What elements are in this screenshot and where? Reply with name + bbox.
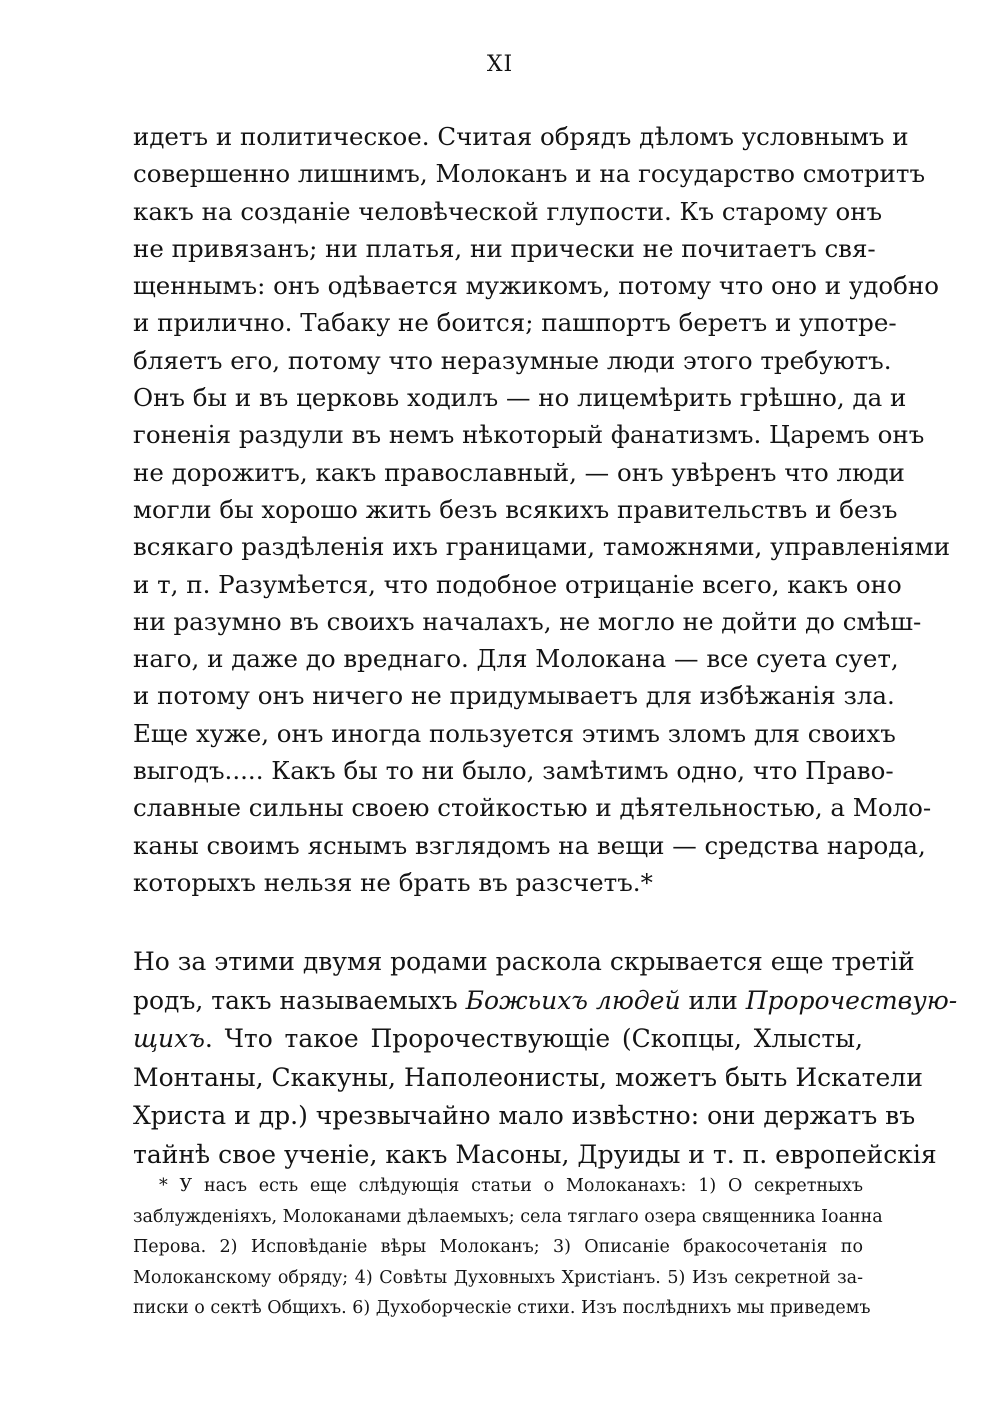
footnote-line: Перова. 2) Исповѣданіе вѣры Молоканъ; 3) Описаніе бракосочетанія по bbox=[133, 1237, 863, 1258]
text-line: Но за этими двумя родами раскола скрывается еще третій bbox=[133, 947, 915, 976]
text-line: и прилично. Табаку не боится; пашпортъ беретъ и употре- bbox=[133, 308, 897, 338]
text-line: гоненія раздули въ немъ нѣкоторый фанатизмъ. Царемъ онъ bbox=[133, 420, 925, 450]
italic-term: Божьихъ людей bbox=[465, 985, 681, 1015]
footnote-line: заблужденіяхъ, Молоканами дѣлаемыхъ; села тяглаго озера священника Іоанна bbox=[133, 1206, 883, 1227]
text-line: не дорожитъ, какъ православный, — онъ увѣренъ что люди bbox=[133, 457, 905, 487]
text-line: и потому онъ ничего не придумываетъ для избѣжанія зла. bbox=[133, 681, 895, 711]
text-run: или bbox=[680, 985, 746, 1015]
text-line: Монтаны, Скакуны, Наполеонисты, можетъ быть Искатели bbox=[133, 1062, 923, 1092]
text-line: и т, п. Разумѣется, что подобное отрицаніе всего, какъ оно bbox=[133, 569, 902, 599]
text-line: которыхъ нельзя не брать въ разсчетъ.* bbox=[133, 867, 653, 897]
paragraph-prophesiers bbox=[133, 943, 958, 1175]
text-line: славные сильны своею стойкостью и дѣятельностью, а Моло- bbox=[133, 793, 932, 823]
footnote-line: писки о сектѣ Общихъ. 6) Духоборческіе стихи. Изъ послѣднихъ мы приведемъ bbox=[133, 1298, 871, 1319]
footnote-line: Молоканскому обряду; 4) Совѣты Духовныхъ Христіанъ. 5) Изъ секретной за- bbox=[133, 1267, 863, 1288]
text-line: тайнѣ свое ученіе, какъ Масоны, Друиды и т. п. европейскія bbox=[133, 1139, 937, 1169]
text-line: ни разумно въ своихъ началахъ, не могло не дойти до смѣш- bbox=[133, 606, 922, 636]
text-line: щеннымъ: онъ одѣвается мужикомъ, потому что оно и удобно bbox=[133, 271, 939, 301]
text-run: . Что такое Пророчествующіе (Скопцы, Хлысты, bbox=[204, 1024, 863, 1054]
text-line bbox=[133, 1020, 863, 1059]
page-number: XI bbox=[486, 52, 514, 77]
text-line: выгодъ..... Какъ бы то ни было, замѣтимъ одно, что Право- bbox=[133, 756, 894, 786]
text-line: Еще хуже, онъ иногда пользуется этимъ зломъ для своихъ bbox=[133, 718, 896, 748]
text-line: могли бы хорошо жить безъ всякихъ правительствъ и безъ bbox=[133, 494, 898, 524]
text-run: родъ, такъ называемыхъ bbox=[133, 985, 466, 1015]
text-line: Христа и др.) чрезвычайно мало извѣстно: они держатъ въ bbox=[133, 1101, 916, 1131]
footnote bbox=[133, 1171, 883, 1324]
italic-term: Пророчествую- bbox=[745, 985, 958, 1015]
paragraph-molokans bbox=[133, 118, 951, 901]
text-line: всякаго раздѣленія ихъ границами, таможнями, управленіями bbox=[133, 532, 951, 562]
text-line: бляетъ его, потому что неразумные люди этого требуютъ. bbox=[133, 345, 892, 375]
text-line: идетъ и политическое. Считая обрядъ дѣломъ условнымъ и bbox=[133, 122, 909, 151]
text-line: не привязанъ; ни платья, ни прически не почитаетъ свя- bbox=[133, 233, 876, 263]
text-line: каны своимъ яснымъ взглядомъ на вещи — средства народа, bbox=[133, 830, 926, 860]
footnote-line: * У насъ есть еще слѣдующія статьи о Молоканахъ: 1) О секретныхъ bbox=[159, 1176, 863, 1196]
text-line: какъ на созданіе человѣческой глупости. Къ старому онъ bbox=[133, 196, 883, 226]
italic-term: щихъ bbox=[133, 1024, 205, 1054]
text-line: Онъ бы и въ церковь ходилъ — но лицемѣрить грѣшно, да и bbox=[133, 383, 907, 413]
text-line bbox=[133, 982, 958, 1021]
text-line: совершенно лишнимъ, Молоканъ и на государство смотритъ bbox=[133, 159, 926, 189]
text-line: наго, и даже до вреднаго. Для Молокана — все суета сует, bbox=[133, 644, 899, 674]
